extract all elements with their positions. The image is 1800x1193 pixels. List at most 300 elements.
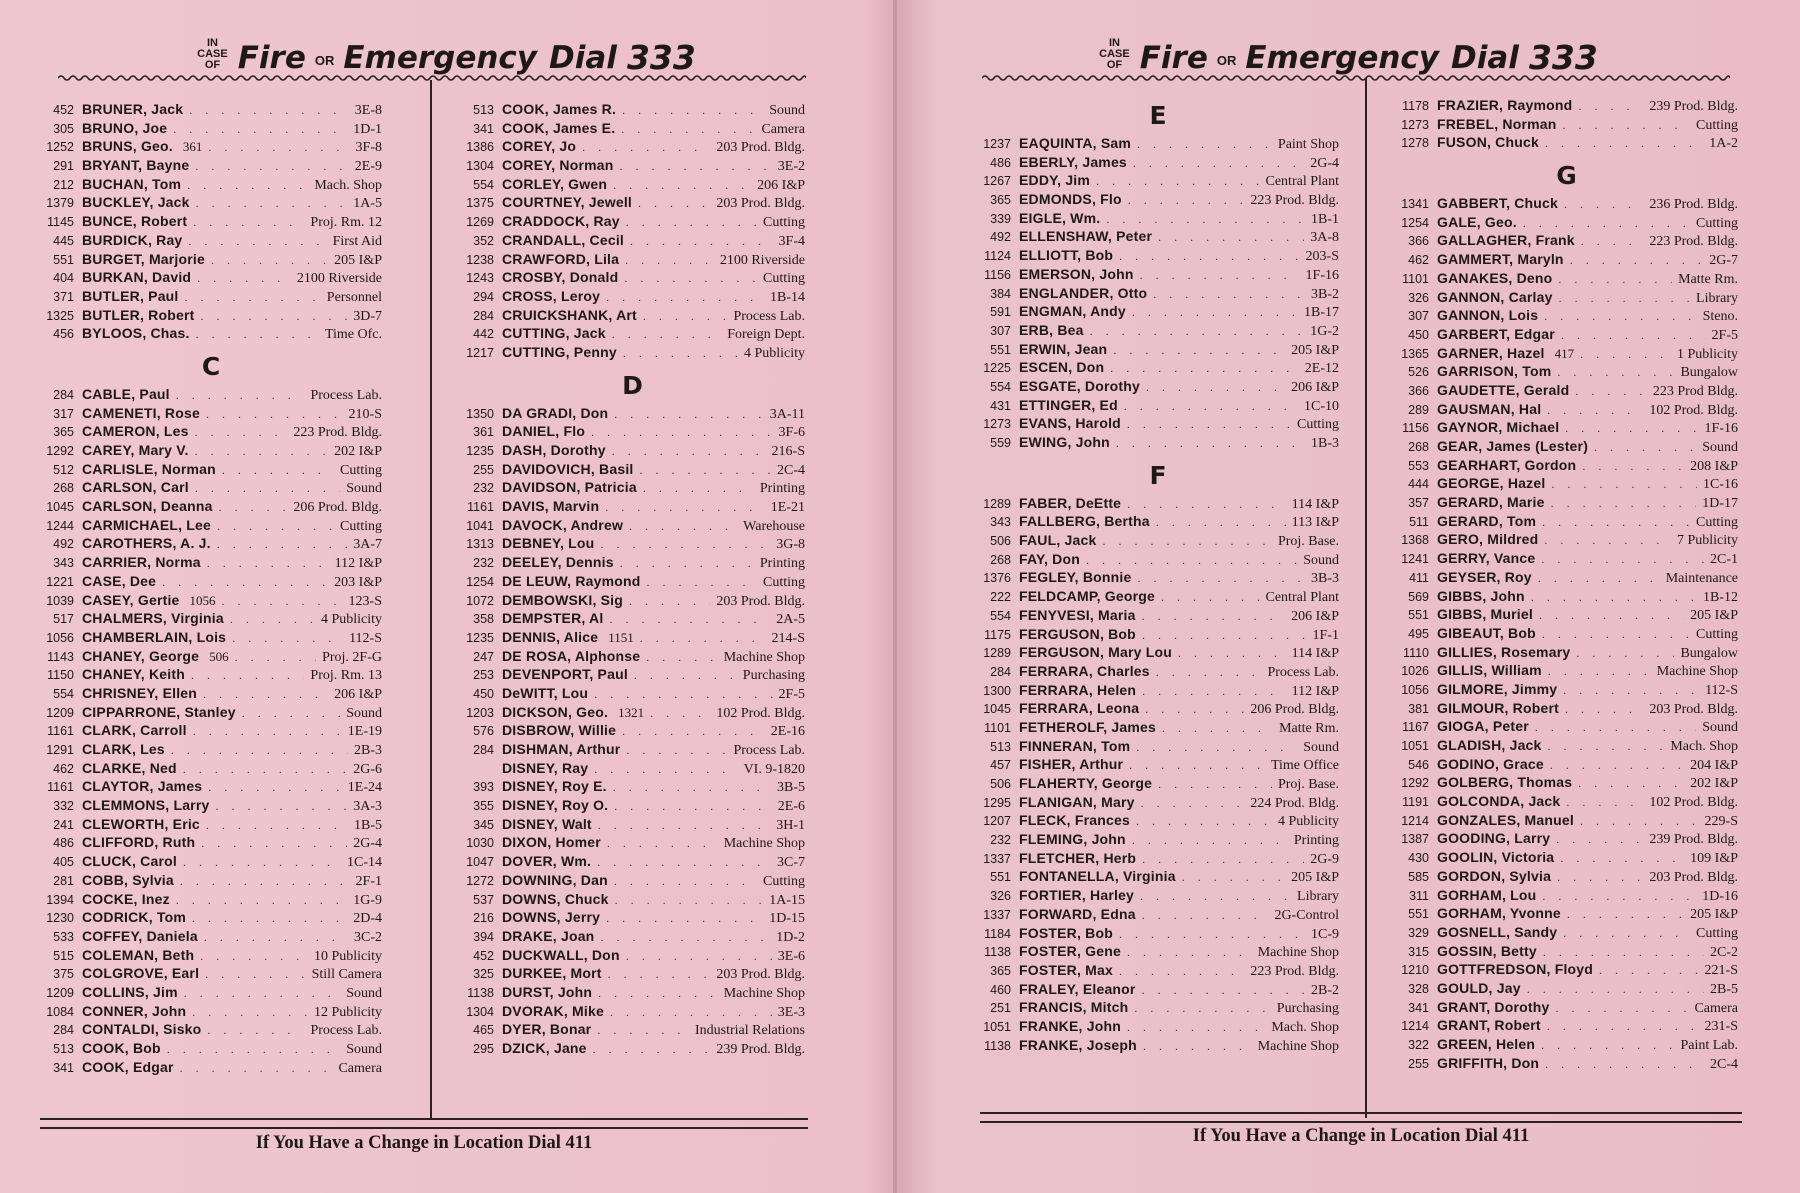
emergency-number: 333 <box>1528 38 1598 77</box>
phone-extension: 268 <box>990 552 1011 567</box>
location: 1B-17 <box>1304 305 1339 321</box>
location: 3E-3 <box>777 1004 805 1020</box>
phone-extension: 371 <box>53 289 74 304</box>
directory-entry <box>977 663 1339 682</box>
directory-entry <box>1395 662 1738 681</box>
directory-entry <box>1395 494 1738 513</box>
dot-leader <box>193 215 304 230</box>
directory-entry <box>40 891 382 910</box>
directory-entry <box>1395 999 1738 1018</box>
location: Process Lab. <box>733 743 805 758</box>
location: 1B-3 <box>1311 436 1339 451</box>
dot-leader <box>1563 683 1699 698</box>
location: Cutting <box>762 574 805 590</box>
phone-extension: 1039 <box>46 593 74 608</box>
or-label: OR <box>314 53 335 68</box>
dot-leader <box>1542 627 1690 642</box>
location: Matte Rm. <box>1279 720 1339 736</box>
location: Cutting <box>1695 514 1738 530</box>
employee-name: GILLIS, William <box>1437 662 1542 679</box>
directory-entry <box>977 415 1339 434</box>
dot-leader <box>207 556 329 571</box>
phone-extension: 411 <box>1409 570 1429 585</box>
location: 3B-2 <box>1311 286 1339 302</box>
dot-leader <box>591 425 772 440</box>
fire-label: Fire <box>237 40 306 76</box>
directory-entry <box>460 251 805 270</box>
dot-leader <box>1146 380 1285 395</box>
phone-extension: 284 <box>53 387 74 402</box>
location: 2C-4 <box>1710 1056 1738 1072</box>
left-page-column-2 <box>460 101 805 1059</box>
dot-leader <box>195 444 329 459</box>
phone-extension: 268 <box>53 481 74 496</box>
phone-extension: 1341 <box>1401 197 1429 212</box>
dot-leader <box>188 234 326 249</box>
dot-leader <box>597 855 771 870</box>
location: Sound <box>769 103 805 118</box>
phone-extension: 1225 <box>983 361 1011 376</box>
location: 205 I&P <box>1690 907 1738 923</box>
directory-entry <box>977 495 1339 514</box>
dot-leader <box>1136 814 1272 829</box>
phone-extension: 341 <box>53 1060 74 1075</box>
employee-name: GILLIES, Rosemary <box>1437 643 1571 660</box>
directory-entry <box>1395 606 1738 625</box>
employee-name: BRUNER, Jack <box>82 101 184 117</box>
employee-name: DAVIDOVICH, Basil <box>502 460 634 477</box>
employee-name: CHANEY, Keith <box>82 666 185 683</box>
dot-leader <box>1143 1039 1252 1054</box>
dot-leader <box>614 799 772 814</box>
directory-entry <box>977 700 1339 719</box>
directory-entry <box>460 176 805 195</box>
phone-extension: 1084 <box>46 1004 74 1019</box>
employee-name: CHANEY, George <box>82 647 200 664</box>
location: Machine Shop <box>723 985 805 1001</box>
location: 205 I&P <box>1291 870 1339 886</box>
location: 1D-2 <box>776 929 805 945</box>
right-page <box>897 0 1800 1193</box>
directory-entry <box>1395 924 1738 943</box>
employee-name: CAMERON, Les <box>82 423 189 440</box>
dot-leader <box>187 178 308 193</box>
directory-entry <box>40 816 382 835</box>
location: 2B-5 <box>1710 981 1738 997</box>
phone-extension: 576 <box>473 724 494 739</box>
location: Time Ofc. <box>324 327 382 343</box>
employee-name: CONNER, John <box>82 1002 187 1019</box>
phone-extension: 1047 <box>466 855 494 870</box>
dot-leader <box>203 687 328 702</box>
employee-name: CLAYTOR, James <box>82 778 203 795</box>
dot-leader <box>1127 497 1285 512</box>
dot-leader <box>614 874 757 889</box>
dot-leader <box>1541 1038 1674 1053</box>
directory-entry <box>977 756 1339 775</box>
location: 4 Publicity <box>1277 814 1339 830</box>
phone-extension: 1156 <box>984 267 1011 282</box>
dot-leader <box>600 537 770 552</box>
phone-extension: 1110 <box>1403 645 1429 660</box>
directory-entry <box>977 719 1339 738</box>
phone-extension: 1026 <box>1401 664 1429 679</box>
phone-extension: 365 <box>53 425 74 440</box>
phone-extension: 326 <box>990 889 1011 904</box>
employee-name: FLANIGAN, Mary <box>1019 793 1135 810</box>
phone-extension: 255 <box>473 462 494 477</box>
dot-leader <box>623 346 738 361</box>
phone-extension: 457 <box>990 758 1011 773</box>
employee-name: EAQUINTA, Sam <box>1019 135 1132 151</box>
location: Camera <box>761 121 805 137</box>
header-wavy-rule <box>982 74 1730 82</box>
location: 1 Publicity <box>1676 346 1738 362</box>
phone-extension: 460 <box>990 982 1011 997</box>
right-page-column-1 <box>977 97 1339 1055</box>
location: 206 I&P <box>334 686 382 702</box>
directory-entry <box>460 213 805 232</box>
location: Proj. Rm. 13 <box>310 668 382 684</box>
employee-name: CRANDALL, Cecil <box>502 231 625 248</box>
directory-entry <box>40 269 382 288</box>
location: 1F-16 <box>1704 421 1738 437</box>
employee-name: EDMONDS, Flo <box>1019 191 1122 208</box>
employee-name: FRANKE, John <box>1019 1017 1121 1034</box>
secondary-extension: 1321 <box>618 704 645 720</box>
employee-name: BUTLER, Robert <box>82 306 195 323</box>
phone-extension: 317 <box>53 406 74 421</box>
location: Printing <box>759 481 805 497</box>
dot-leader <box>612 444 766 459</box>
phone-extension: 554 <box>473 177 494 192</box>
directory-entry <box>1395 830 1738 849</box>
phone-extension: 1184 <box>984 926 1011 941</box>
employee-name: COLEMAN, Beth <box>82 946 195 963</box>
dot-leader <box>183 762 347 777</box>
employee-name: DOWNS, Jerry <box>502 909 601 926</box>
location: 2B-2 <box>1311 982 1339 998</box>
dot-leader <box>1153 287 1305 302</box>
directory-entry <box>460 592 805 611</box>
directory-entry <box>40 965 382 984</box>
phone-extension: 268 <box>1408 440 1429 454</box>
location: 2F-5 <box>1711 327 1738 343</box>
location: 2G-7 <box>1709 253 1738 269</box>
employee-name: CIPPARRONE, Stanley <box>82 703 236 720</box>
employee-name: CHRISNEY, Ellen <box>82 684 198 701</box>
location: 203 Prod. Bldg. <box>716 967 805 983</box>
employee-name: ESGATE, Dorothy <box>1019 377 1140 394</box>
dial-label: Dial <box>1451 40 1519 76</box>
location: 3A-3 <box>353 799 382 815</box>
location: 203 Prod. Bldg. <box>716 593 805 609</box>
dot-leader <box>1140 268 1300 283</box>
employee-name: GIBBS, John <box>1437 587 1525 604</box>
dot-leader <box>201 836 347 851</box>
phone-extension: 554 <box>990 379 1011 394</box>
phone-extension: 492 <box>53 537 74 552</box>
employee-name: GILMORE, Jimmy <box>1437 680 1558 697</box>
location: 206 Prod. Bldg. <box>1250 702 1339 718</box>
phone-extension: 255 <box>1408 1056 1429 1071</box>
employee-name: GOLCONDA, Jack <box>1437 793 1561 810</box>
directory-entry <box>460 442 805 461</box>
directory-entry <box>1395 550 1738 569</box>
dot-leader <box>1127 417 1291 432</box>
section-letter: C <box>201 351 221 381</box>
location: 2C-1 <box>1710 552 1738 568</box>
employee-name: DEBNEY, Lou <box>502 535 595 552</box>
directory-entry <box>40 461 382 480</box>
dot-leader <box>610 1005 772 1020</box>
location: 223 Prod Bldg. <box>1652 383 1738 399</box>
phone-extension: 1145 <box>47 215 74 230</box>
employee-name: DAVIS, Marvin <box>502 498 600 515</box>
secondary-extension: 1056 <box>189 592 216 608</box>
employee-name: GOULD, Jay <box>1437 979 1521 996</box>
location: 1A-15 <box>769 892 805 908</box>
employee-name: GARBERT, Edgar <box>1437 325 1555 342</box>
employee-name: COOK, James E. <box>502 119 616 136</box>
employee-name: DURKEE, Mort <box>502 965 602 982</box>
directory-entry <box>977 962 1339 981</box>
employee-name: GONZALES, Manuel <box>1437 811 1574 828</box>
location: 114 I&P <box>1291 646 1339 662</box>
phone-extension: 513 <box>990 739 1011 754</box>
dot-leader <box>626 949 772 964</box>
location: Camera <box>1694 1000 1738 1016</box>
phone-extension: 247 <box>473 649 494 664</box>
directory-entry <box>460 1003 805 1022</box>
location: Library <box>1297 889 1339 905</box>
directory-entry <box>40 592 382 611</box>
directory-entry <box>40 872 382 891</box>
phone-extension: 554 <box>53 686 74 701</box>
directory-entry <box>460 461 805 480</box>
dot-leader <box>629 594 710 609</box>
phone-extension: 339 <box>990 211 1011 226</box>
location: Process Lab. <box>1267 664 1339 680</box>
location: 202 I&P <box>334 444 382 459</box>
dot-leader <box>1542 889 1696 904</box>
phone-extension: 281 <box>53 873 74 888</box>
phone-extension: 329 <box>1408 925 1429 940</box>
location: 203 Prod. Bldg. <box>1649 869 1738 885</box>
phone-extension: 452 <box>53 103 74 117</box>
directory-entry <box>977 1037 1339 1056</box>
dot-leader <box>613 178 751 193</box>
dot-leader <box>621 122 755 137</box>
location: 239 Prod. Bldg. <box>1649 99 1738 114</box>
location: 1C-10 <box>1304 398 1339 414</box>
employee-name: GILMOUR, Robert <box>1437 699 1559 716</box>
fire-label: Fire <box>1139 40 1208 76</box>
employee-name: ERWIN, Jean <box>1019 340 1108 357</box>
directory-entry <box>40 307 382 326</box>
directory-entry <box>40 610 382 629</box>
location: Camera <box>338 1060 382 1076</box>
directory-entry <box>40 928 382 947</box>
employee-name: COURTNEY, Jewell <box>502 194 633 211</box>
employee-name: GANNON, Lois <box>1437 307 1539 324</box>
employee-name: ELLIOTT, Bob <box>1019 247 1114 264</box>
location: 4 Publicity <box>320 612 382 628</box>
phone-extension: 1291 <box>46 743 74 757</box>
dot-leader <box>1566 795 1643 810</box>
dot-leader <box>1142 983 1305 998</box>
dot-leader <box>640 463 772 478</box>
location: 3C-7 <box>777 855 805 871</box>
phone-extension: 1030 <box>466 836 494 851</box>
employee-name: CLARKE, Ned <box>82 759 177 776</box>
location: 223 Prod. Bldg. <box>1250 963 1339 979</box>
directory-entry <box>40 629 382 648</box>
location: Bungalow <box>1680 365 1738 381</box>
directory-entry <box>460 517 805 536</box>
dot-leader <box>1531 590 1697 605</box>
location: Personnel <box>326 289 382 305</box>
dot-leader <box>634 668 737 683</box>
directory-entry <box>460 610 805 629</box>
location: 113 I&P <box>1291 515 1339 531</box>
phone-extension: 232 <box>473 556 494 571</box>
phone-extension: 1056 <box>1401 682 1429 697</box>
dot-leader <box>1142 684 1286 699</box>
directory-entry <box>977 1018 1339 1037</box>
employee-name: GOODING, Larry <box>1437 830 1551 847</box>
location: 2G-4 <box>353 836 382 852</box>
directory-entry <box>1395 887 1738 906</box>
phone-extension: 1254 <box>466 574 494 589</box>
directory-entry <box>1395 97 1738 116</box>
dot-leader <box>1132 305 1298 320</box>
location: 3F-6 <box>778 425 805 441</box>
phone-extension: 1254 <box>1401 215 1429 230</box>
employee-name: COCKE, Inez <box>82 890 170 907</box>
section-letter: F <box>1149 460 1167 490</box>
dot-leader <box>1556 832 1643 847</box>
location: 102 Prod. Bldg. <box>1649 795 1738 811</box>
dot-leader <box>1544 533 1671 548</box>
directory-entry <box>977 266 1339 285</box>
dot-leader <box>1580 814 1699 829</box>
directory-entry <box>1395 345 1738 364</box>
phone-extension: 1289 <box>983 646 1011 661</box>
dot-leader <box>1129 758 1265 773</box>
directory-entry <box>460 704 805 723</box>
directory-entry <box>460 573 805 592</box>
employee-name: COFFEY, Daniela <box>82 927 198 944</box>
location: 206 I&P <box>1291 379 1339 395</box>
phone-extension: 1304 <box>466 159 494 174</box>
phone-extension: 1235 <box>466 630 494 645</box>
dot-leader <box>1137 571 1305 586</box>
location: 205 I&P <box>1291 342 1339 358</box>
directory-entry <box>460 101 805 120</box>
dot-leader <box>612 327 721 342</box>
employee-name: CABLE, Paul <box>82 385 170 402</box>
employee-name: COLGROVE, Earl <box>82 965 200 982</box>
left-page-column-1 <box>40 101 382 1077</box>
location: 2A-5 <box>776 612 805 628</box>
location: 1G-9 <box>353 892 382 908</box>
employee-name: FLAHERTY, George <box>1019 775 1153 791</box>
dot-leader <box>608 967 711 982</box>
directory-entry <box>40 101 382 120</box>
dot-leader <box>1535 720 1696 735</box>
employee-name: FALLBERG, Bertha <box>1019 513 1150 530</box>
phone-extension: 442 <box>473 327 494 342</box>
column-divider <box>430 80 432 1120</box>
dot-leader <box>195 481 340 496</box>
dot-leader <box>1578 99 1643 114</box>
phone-extension: 506 <box>990 534 1011 549</box>
phone-extension: 1045 <box>983 702 1011 717</box>
employee-name: FORTIER, Harley <box>1019 887 1135 904</box>
employee-name: BRUNO, Joe <box>82 119 168 136</box>
employee-name: FAY, Don <box>1019 550 1080 567</box>
phone-extension: 1072 <box>466 593 494 608</box>
employee-name: FELDCAMP, George <box>1019 588 1155 605</box>
employee-name: DISNEY, Walt <box>502 815 592 832</box>
dot-leader <box>192 1005 308 1020</box>
location: 112 I&P <box>334 556 382 572</box>
phone-extension: 445 <box>53 233 74 248</box>
dot-leader <box>1555 1001 1688 1016</box>
directory-entry <box>1395 251 1738 270</box>
dot-leader <box>1140 889 1291 904</box>
dot-leader <box>208 780 341 795</box>
dot-leader <box>195 425 288 440</box>
location: 3E-2 <box>777 159 805 175</box>
phone-extension: 553 <box>1408 458 1429 473</box>
location: 2E-6 <box>777 799 805 815</box>
employee-name: GRIFFITH, Don <box>1437 1054 1540 1071</box>
employee-name: FENYVESI, Maria <box>1019 606 1136 623</box>
employee-name: GALE, Geo. <box>1437 213 1517 230</box>
employee-name: COREY, Jo <box>502 138 577 155</box>
directory-entry <box>1395 718 1738 737</box>
directory-entry <box>1395 438 1738 457</box>
employee-name: CHAMBERLAIN, Lois <box>82 628 227 645</box>
dot-leader <box>219 500 288 515</box>
dot-leader <box>594 687 772 702</box>
dot-leader <box>180 1061 333 1076</box>
phone-extension: 1292 <box>1401 776 1429 791</box>
dot-leader <box>1142 609 1286 624</box>
dot-leader <box>613 780 771 795</box>
phone-extension: 1051 <box>1401 739 1429 753</box>
dot-leader <box>643 481 754 496</box>
location: 202 I&P <box>1690 776 1738 792</box>
employee-name: FLEMING, John <box>1019 831 1126 848</box>
phone-extension: 253 <box>473 668 494 683</box>
dot-leader <box>196 327 319 342</box>
dot-leader <box>1158 777 1272 792</box>
phone-extension: 444 <box>1408 477 1429 492</box>
phone-extension: 1325 <box>46 308 74 323</box>
employee-name: CAROTHERS, A. J. <box>82 535 211 552</box>
directory-entry <box>460 741 805 760</box>
directory-entry <box>40 251 382 270</box>
phone-extension: 1203 <box>466 705 494 720</box>
location: Cutting <box>1695 215 1738 231</box>
location: 3A-11 <box>769 406 805 422</box>
directory-entry <box>40 797 382 816</box>
directory-entry <box>460 232 805 251</box>
dot-leader <box>222 463 334 478</box>
